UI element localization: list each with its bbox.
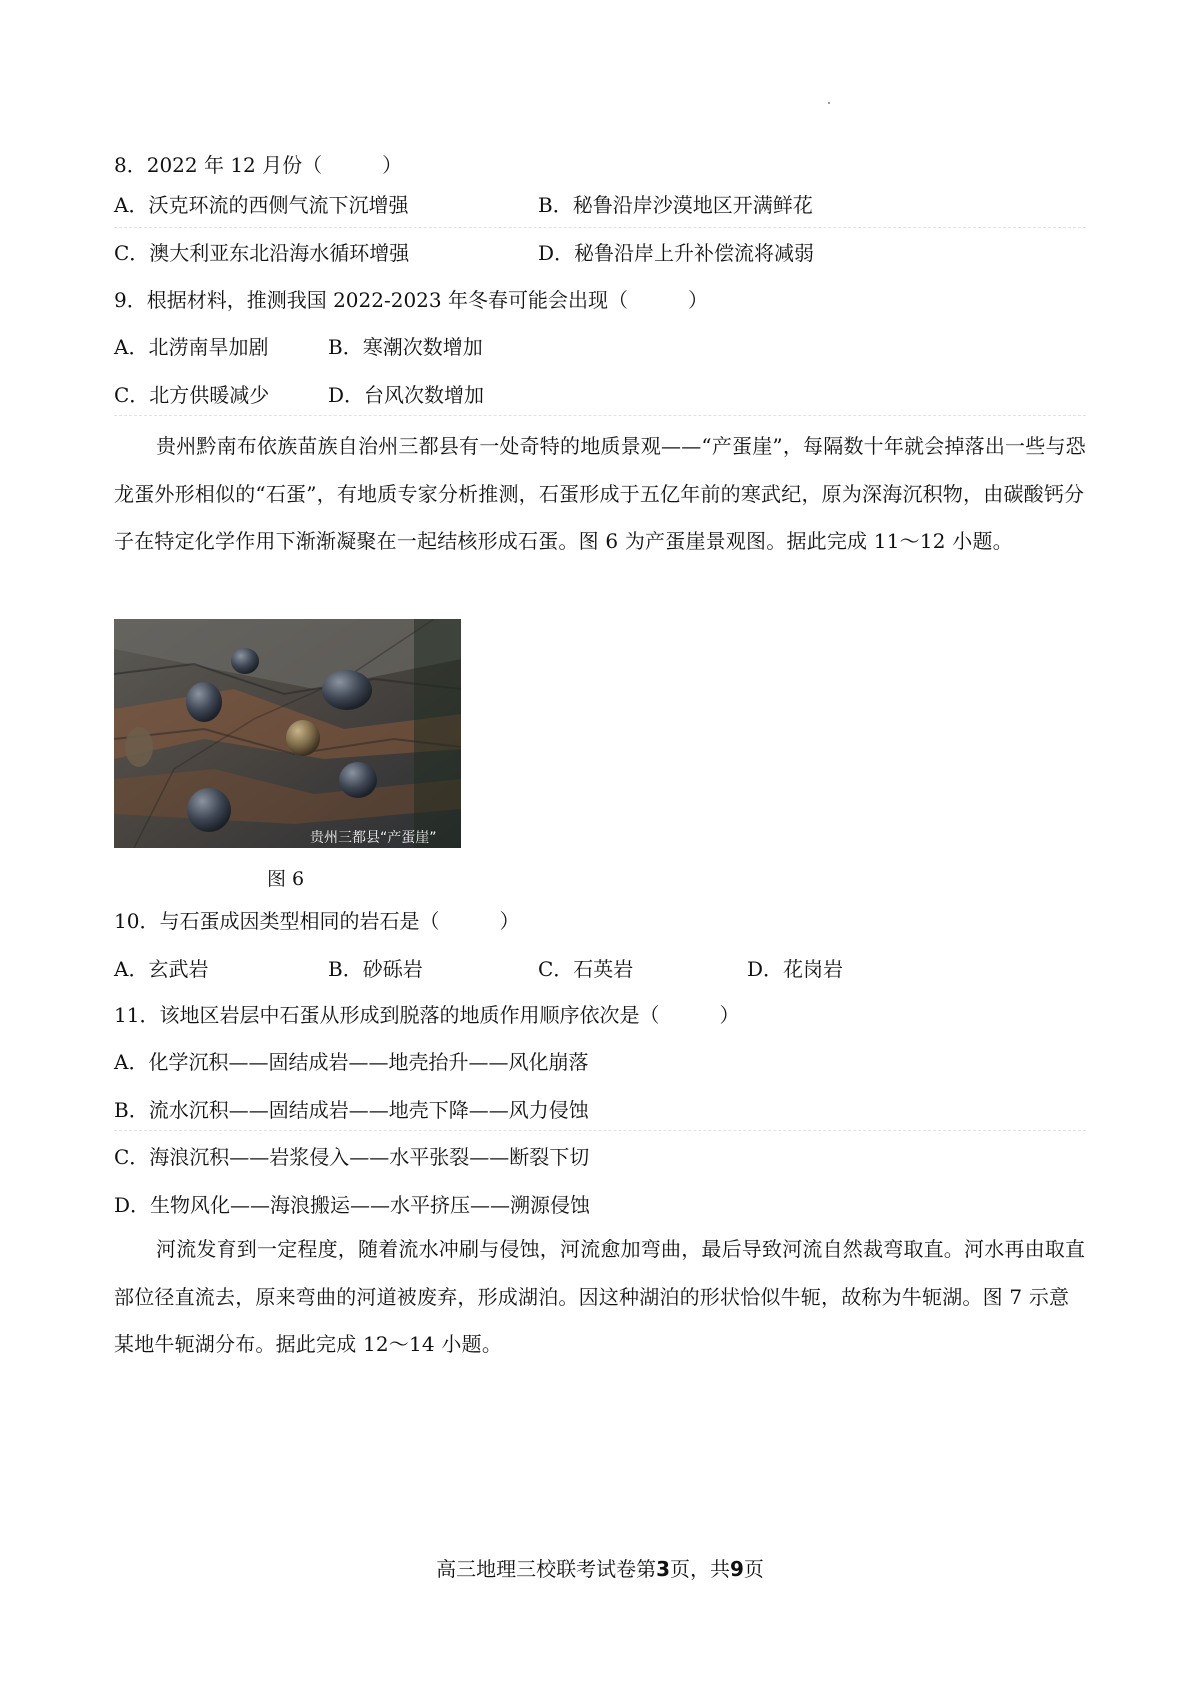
q8-option-d[interactable]: D．秘鲁沿岸上升补偿流将减弱 bbox=[538, 241, 815, 265]
stone-egg bbox=[339, 762, 377, 798]
q9-option-a[interactable]: A．北涝南旱加剧 bbox=[114, 335, 269, 359]
q10-stem: 10．与石蛋成因类型相同的岩石是（ ） bbox=[114, 909, 520, 933]
q11-option-a[interactable]: A．化学沉积——固结成岩——地壳抬升——风化崩落 bbox=[114, 1050, 589, 1074]
q8-option-c[interactable]: C．澳大利亚东北沿海水循环增强 bbox=[114, 241, 410, 265]
q9-option-d[interactable]: D．台风次数增加 bbox=[328, 383, 485, 407]
q11-stem: 11．该地区岩层中石蛋从形成到脱落的地质作用顺序依次是（ ） bbox=[114, 1003, 740, 1027]
q10-option-a[interactable]: A．玄武岩 bbox=[114, 957, 209, 981]
stone-egg bbox=[125, 727, 153, 767]
stone-egg bbox=[186, 682, 222, 722]
q9-option-b[interactable]: B．寒潮次数增加 bbox=[328, 335, 483, 359]
q9-options-row2 bbox=[114, 381, 614, 409]
q8-option-a[interactable]: A．沃克环流的西侧气流下沉增强 bbox=[114, 193, 409, 217]
q11-option-c[interactable]: C．海浪沉积——岩浆侵入——水平张裂——断裂下切 bbox=[114, 1145, 590, 1169]
stone-egg bbox=[187, 788, 231, 832]
divider bbox=[114, 227, 1086, 228]
q11-option-d[interactable]: D．生物风化——海浪搬运——水平挤压——溯源侵蚀 bbox=[114, 1193, 591, 1217]
stone-egg bbox=[322, 670, 372, 710]
q10-option-d[interactable]: D．花岗岩 bbox=[747, 957, 844, 981]
q10-option-c[interactable]: C．石英岩 bbox=[538, 957, 634, 981]
q9-option-c[interactable]: C．北方供暖减少 bbox=[114, 383, 270, 407]
figure-6-caption: 图 6 bbox=[267, 868, 305, 890]
q9-stem: 9．根据材料，推测我国 2022-2023 年冬春可能会出现（ ） bbox=[114, 288, 708, 312]
q8-stem: 8．2022 年 12 月份（ ） bbox=[114, 153, 403, 177]
scan-speck bbox=[828, 102, 830, 104]
q8-options-row2 bbox=[114, 239, 1086, 267]
footer-total-pages: 9 bbox=[730, 1557, 744, 1581]
photo-watermark: 贵州三都县“产蛋崖” bbox=[310, 830, 437, 846]
divider bbox=[114, 1130, 1086, 1131]
footer-page-number: 3 bbox=[656, 1557, 670, 1581]
stone-egg bbox=[231, 648, 259, 674]
material-paragraph-1: 贵州黔南布依族苗族自治州三都县有一处奇特的地质景观——“产蛋崖”，每隔数十年就会掉落出一些与恐龙蛋外形相似的“石蛋”，有地质专家分析推测，石蛋形成于五亿年前的寒武纪，原为深海沉积物，由碳酸钙分子在特定化学作用下渐渐凝聚在一起结核形成石蛋。图 6 为产蛋崖景观图。据此完成 11～12 小题。 bbox=[114, 434, 1086, 553]
footer-suffix: 页 bbox=[743, 1557, 764, 1581]
rock-cliff-illustration bbox=[114, 619, 461, 848]
figure-6-photo bbox=[114, 619, 461, 848]
q10-option-b[interactable]: B．砂砾岩 bbox=[328, 957, 423, 981]
q11-option-b[interactable]: B．流水沉积——固结成岩——地壳下降——风力侵蚀 bbox=[114, 1098, 589, 1122]
stone-egg bbox=[286, 720, 320, 756]
q8-option-b[interactable]: B．秘鲁沿岸沙漠地区开满鲜花 bbox=[538, 193, 813, 217]
q9-options-row1 bbox=[114, 333, 614, 361]
footer-prefix: 高三地理三校联考试卷第 bbox=[436, 1557, 657, 1581]
divider bbox=[114, 415, 1086, 416]
material-paragraph-2: 河流发育到一定程度，随着流水冲刷与侵蚀，河流愈加弯曲，最后导致河流自然裁弯取直。河水再由取直部位径直流去，原来弯曲的河道被废弃，形成湖泊。因这种湖泊的形状恰似牛轭，故称为牛轭湖。图 7 示意某地牛轭湖分布。据此完成 12～14 小题。 bbox=[114, 1237, 1086, 1356]
q8-options-row1 bbox=[114, 191, 1086, 219]
footer-middle: 页，共 bbox=[670, 1557, 730, 1581]
q10-options bbox=[114, 955, 1086, 983]
page-footer bbox=[0, 1553, 1200, 1582]
